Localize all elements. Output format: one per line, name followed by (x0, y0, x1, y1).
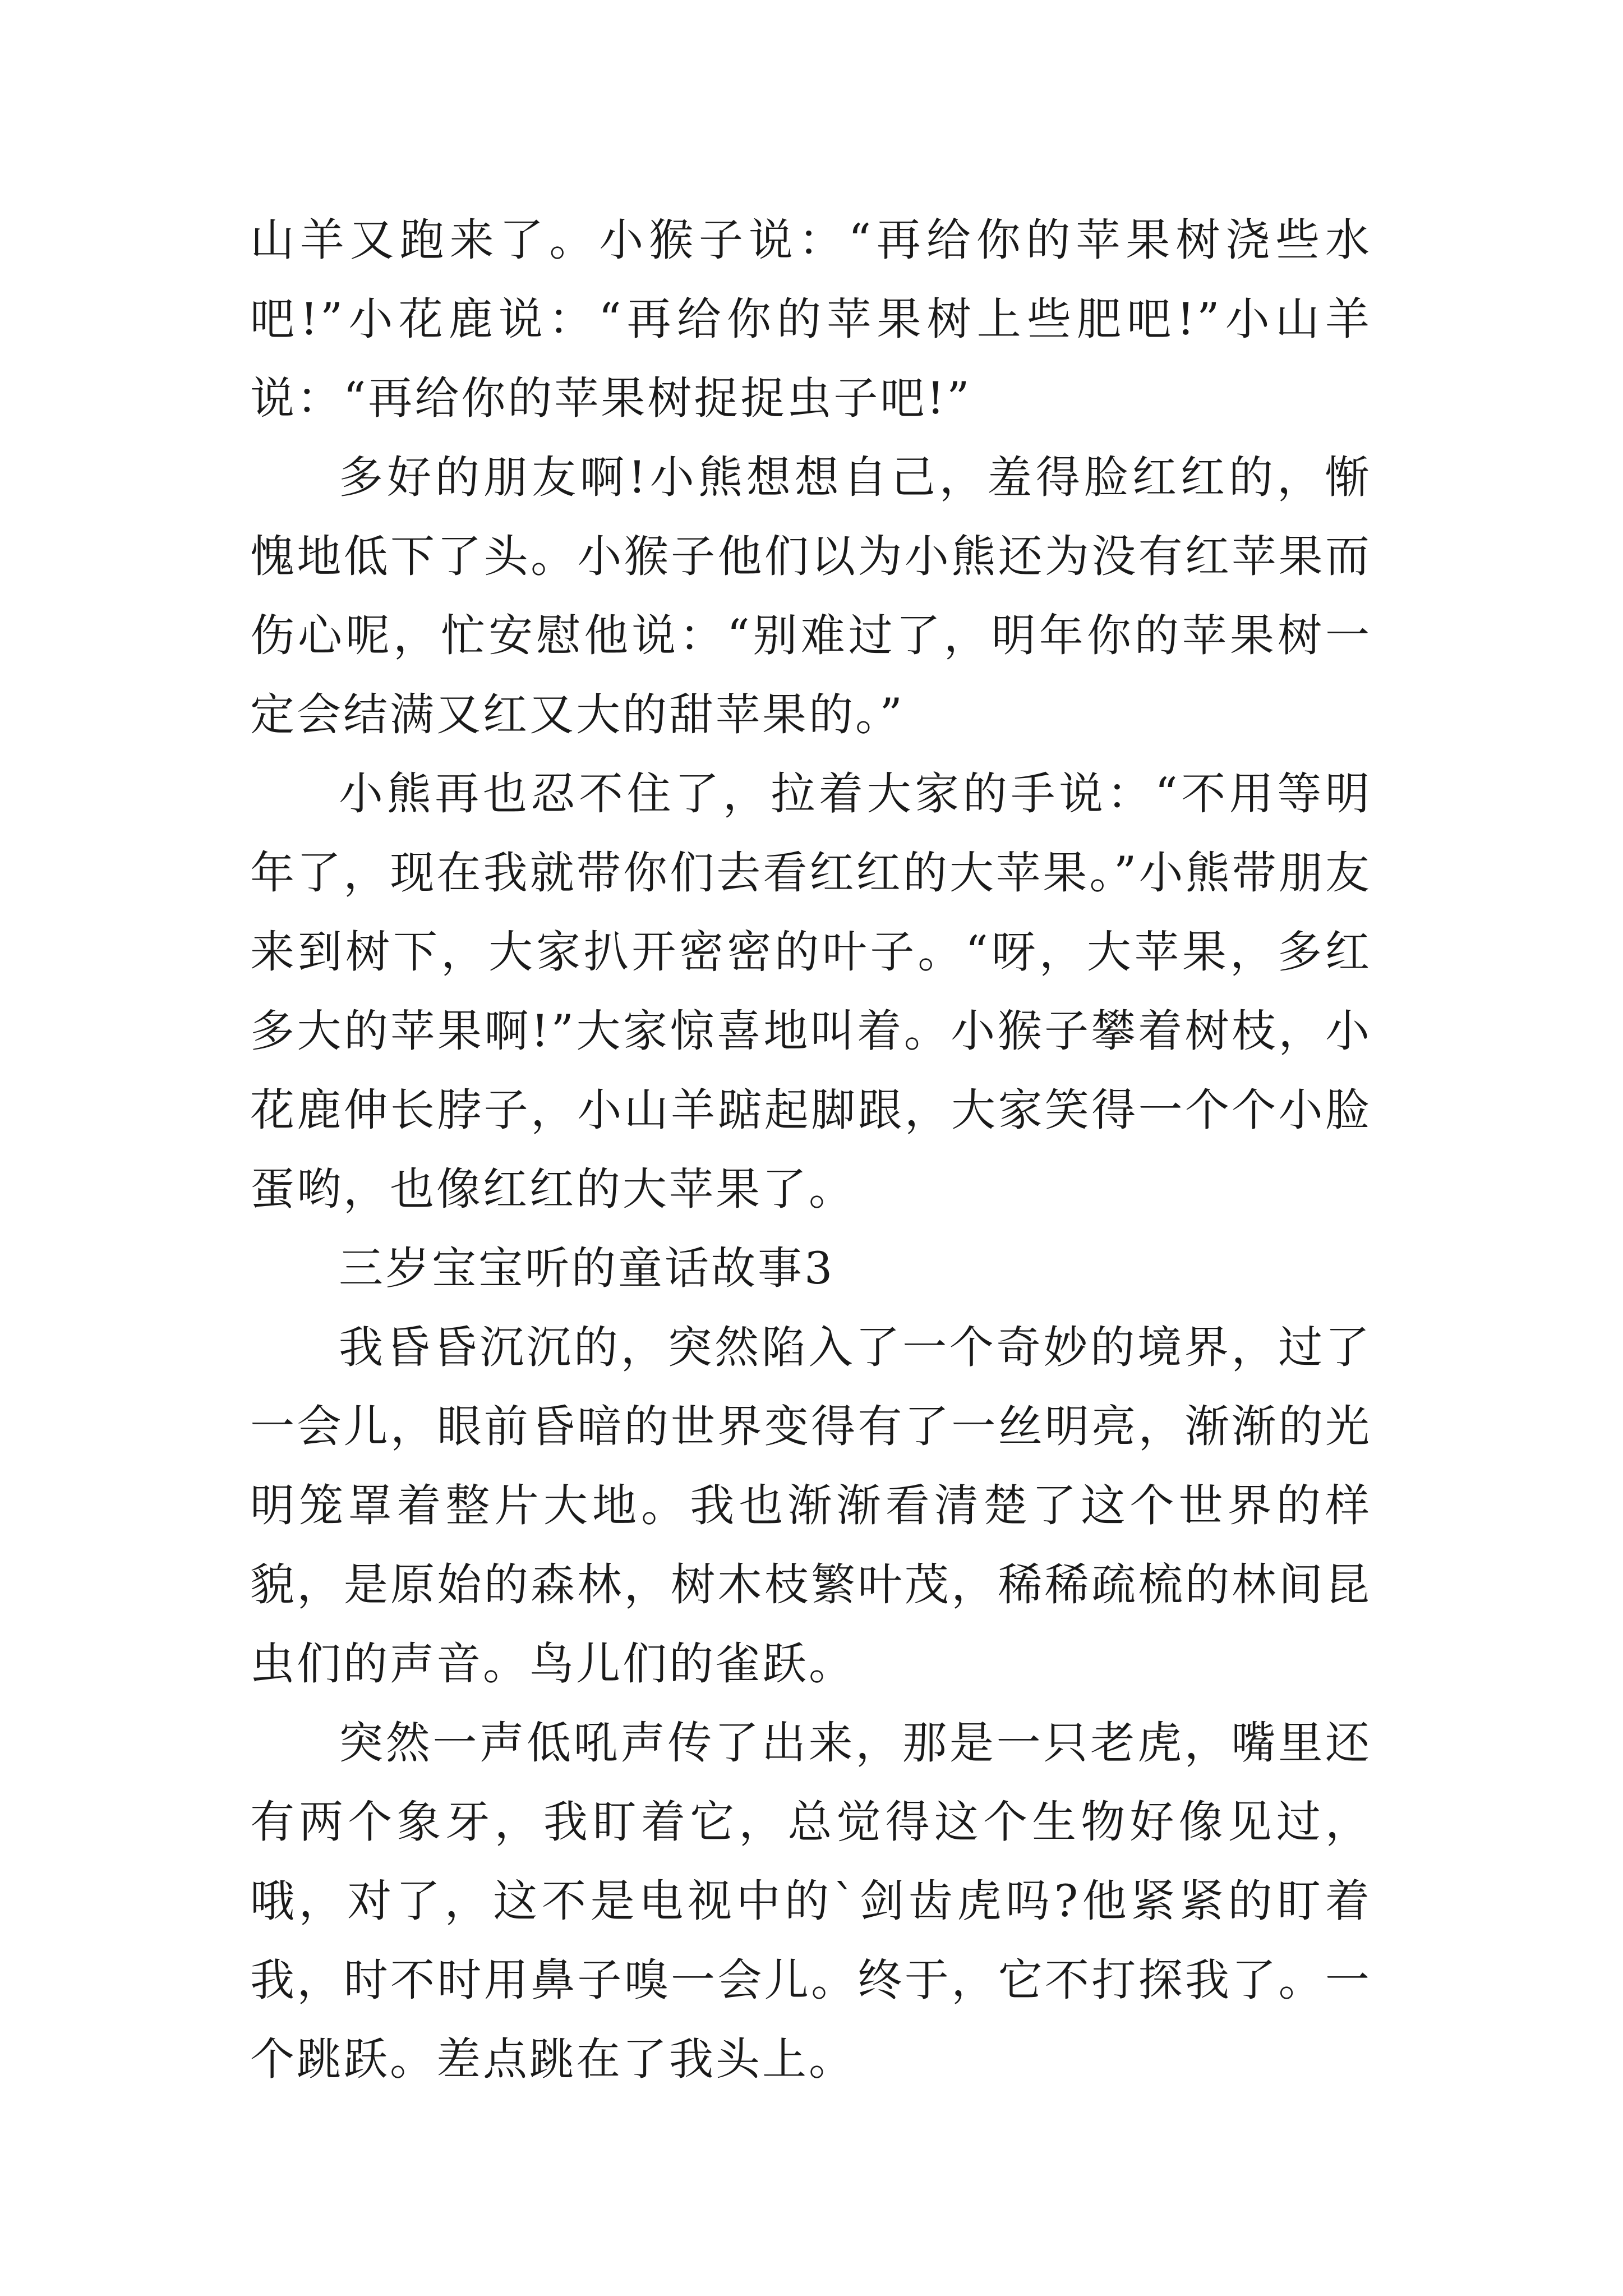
paragraph: 山羊又跑来了。小猴子说：“再给你的苹果树浇些水吧!”小花鹿说：“再给你的苹果树上些肥吧!”小山羊说：“再给你的苹果树捉捉虫子吧!” (250, 214, 1372, 424)
paragraph: 突然一声低吼声传了出来，那是一只老虎，嘴里还有两个象牙，我盯着它，总觉得这个生物好像见过，哦，对了，这不是电视中的`剑齿虎吗?他紧紧的盯着我，时不时用鼻子嗅一会儿。终于，它不打探我了。一个跳跃。差点跳在了我头上。 (250, 1717, 1372, 2085)
document-body (250, 201, 1372, 2099)
paragraph: 我昏昏沉沉的，突然陷入了一个奇妙的境界，过了一会儿，眼前昏暗的世界变得有了一丝明亮，渐渐的光明笼罩着整片大地。我也渐渐看清楚了这个世界的样貌，是原始的森林，树木枝繁叶茂，稀稀疏梳的林间昆虫们的声音。鸟儿们的雀跃。 (250, 1322, 1372, 1690)
section-heading: 三岁宝宝听的童话故事3 (339, 1243, 835, 1294)
paragraph: 小熊再也忍不住了，拉着大家的手说：“不用等明年了，现在我就带你们去看红红的大苹果。”小熊带朋友来到树下，大家扒开密密的叶子。“呀，大苹果，多红多大的苹果啊!”大家惊喜地叫着。小猴子攀着树枝，小花鹿伸长脖子，小山羊踮起脚跟，大家笑得一个个小脸蛋哟，也像红红的大苹果了。 (250, 768, 1372, 1215)
paragraph: 多好的朋友啊!小熊想想自己，羞得脸红红的，惭愧地低下了头。小猴子他们以为小熊还为没有红苹果而伤心呢，忙安慰他说：“别难过了，明年你的苹果树一定会结满又红又大的甜苹果的。” (250, 452, 1372, 740)
